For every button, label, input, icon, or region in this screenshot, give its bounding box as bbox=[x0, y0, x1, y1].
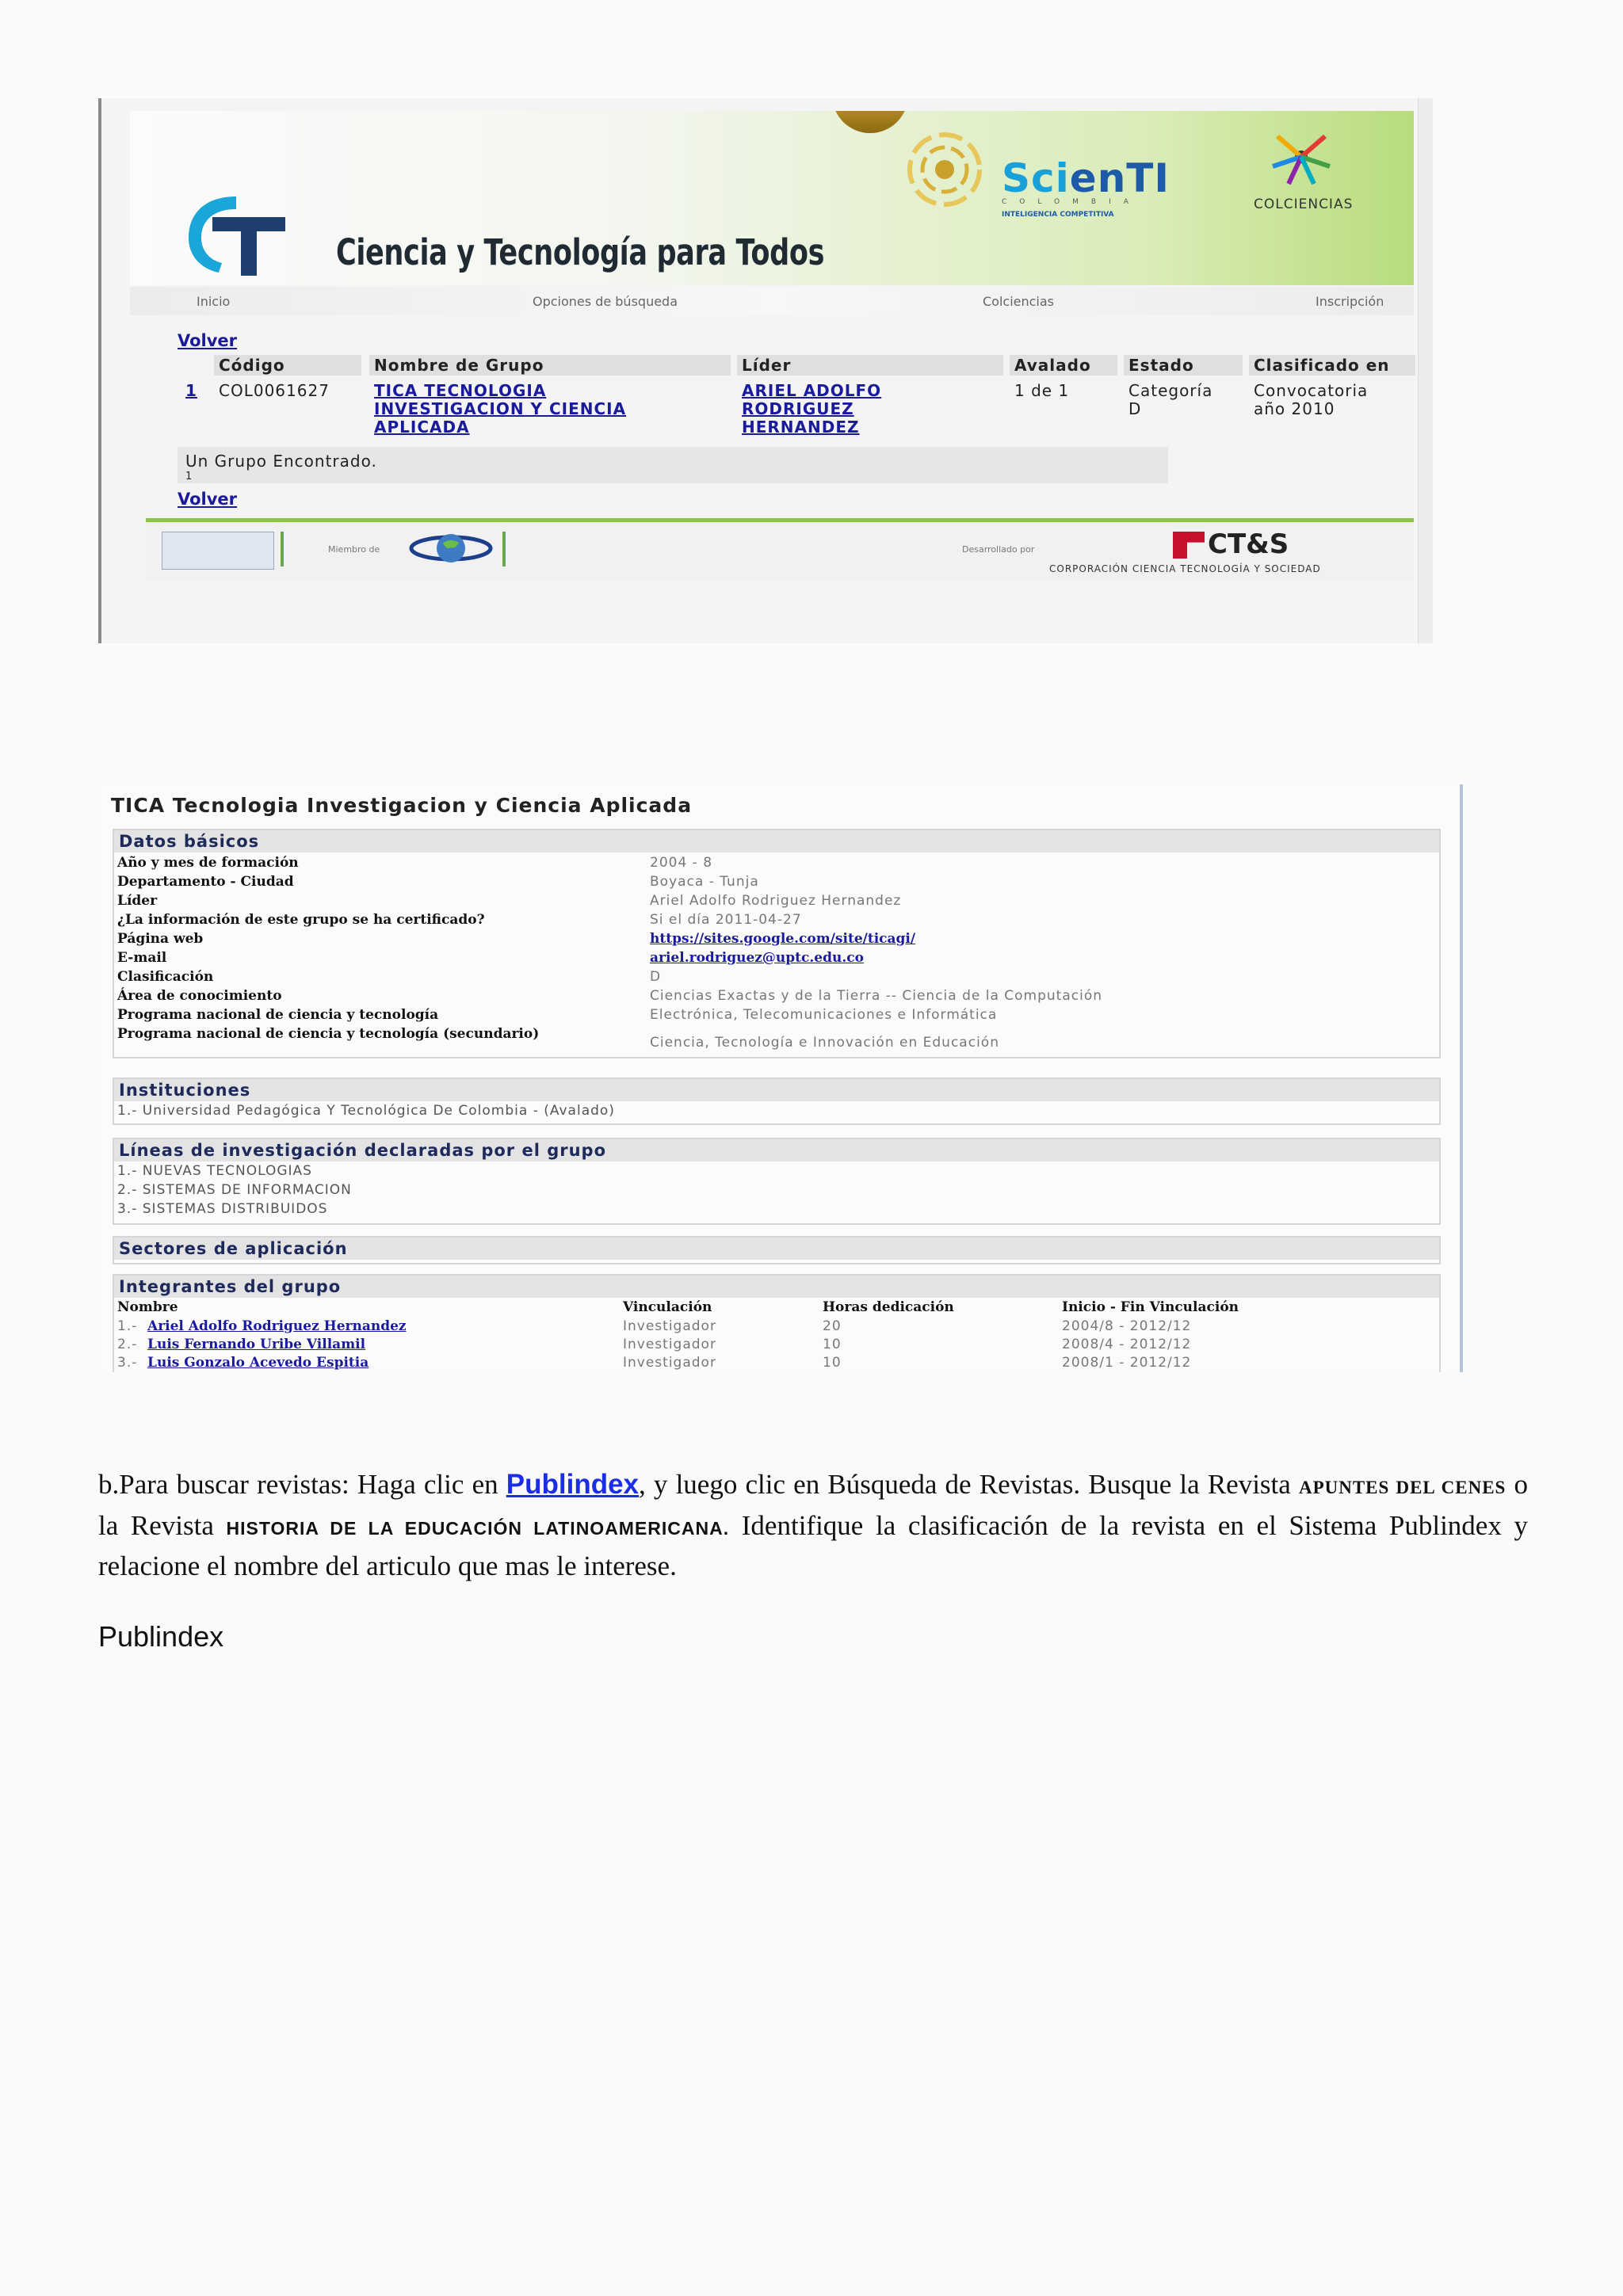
left-border bbox=[98, 98, 101, 643]
search-results-screenshot bbox=[98, 98, 1433, 643]
clasificado-line: Convocatoria bbox=[1254, 381, 1369, 400]
scienti-logo bbox=[1002, 155, 1170, 219]
nombre-line: INVESTIGACION Y CIENCIA bbox=[374, 399, 627, 418]
kv-value: Ciencia, Tecnología e Innovación en Educación bbox=[650, 1035, 999, 1051]
instruction-paragraph bbox=[98, 1466, 1528, 1585]
member-vinculacion: Investigador bbox=[623, 1355, 716, 1371]
col-estado: Estado bbox=[1124, 355, 1243, 376]
journal-name-historia: HISTORIA DE LA EDUCACIÓN LATINOAMERICANA. bbox=[226, 1518, 730, 1539]
research-line-item: 2.- SISTEMAS DE INFORMACION bbox=[117, 1182, 352, 1198]
publindex-link[interactable]: Publindex bbox=[506, 1469, 640, 1500]
results-count-text: Un Grupo Encontrado. bbox=[185, 452, 377, 471]
row-number-link[interactable]: 1 bbox=[185, 381, 197, 400]
scrollbar[interactable] bbox=[1460, 784, 1463, 1372]
research-line-item: 1.- NUEVAS TECNOLOGIAS bbox=[117, 1163, 312, 1179]
kv-label: Clasificación bbox=[117, 969, 214, 985]
instituciones-heading: Instituciones bbox=[114, 1079, 1439, 1101]
col-vinculacion: Vinculación bbox=[623, 1299, 712, 1315]
uptc-logo-icon bbox=[162, 532, 274, 570]
sectores-panel bbox=[113, 1236, 1441, 1264]
member-name-link[interactable]: Luis Gonzalo Acevedo Espitia bbox=[147, 1355, 369, 1371]
kv-value: Ciencias Exactas y de la Tierra -- Ciencia de la Computación bbox=[650, 988, 1103, 1004]
volver-link-bottom[interactable]: Volver bbox=[178, 490, 238, 509]
research-line-item: 3.- SISTEMAS DISTRIBUIDOS bbox=[117, 1201, 328, 1217]
cts-logo-text: CT&S bbox=[1208, 528, 1289, 560]
group-title: TICA Tecnologia Investigacion y Ciencia Aplicada bbox=[111, 794, 693, 817]
estado-line: D bbox=[1128, 399, 1142, 418]
row-codigo: COL0061627 bbox=[219, 381, 330, 400]
kv-row bbox=[114, 852, 1439, 871]
member-horas: 10 bbox=[823, 1337, 842, 1352]
site-banner bbox=[130, 111, 1414, 285]
para-text: b.Para buscar revistas: Haga clic en bbox=[98, 1469, 506, 1500]
lider-line: HERNANDEZ bbox=[742, 418, 860, 437]
kv-label: Área de conocimiento bbox=[117, 988, 282, 1004]
member-vinculacion: Investigador bbox=[623, 1318, 716, 1334]
kv-row bbox=[114, 967, 1439, 986]
scienti-tagline: INTELIGENCIA COMPETITIVA bbox=[1002, 211, 1114, 219]
cts-corporation-name: CORPORACIÓN CIENCIA TECNOLOGÍA Y SOCIEDAD bbox=[1049, 563, 1321, 574]
kv-row bbox=[114, 1005, 1439, 1024]
row-lider-link[interactable] bbox=[742, 382, 881, 437]
kv-label: ¿La información de este grupo se ha certificado? bbox=[117, 912, 485, 928]
kv-value: D bbox=[650, 969, 662, 985]
nav-colciencias[interactable]: Colciencias bbox=[983, 294, 1055, 309]
kv-label: Líder bbox=[117, 893, 158, 909]
members-table bbox=[114, 1298, 1439, 1374]
kv-row bbox=[114, 948, 1439, 967]
lider-line: ARIEL ADOLFO bbox=[742, 381, 882, 400]
member-name-link[interactable]: Luis Fernando Uribe Villamil bbox=[147, 1337, 366, 1352]
site-footer bbox=[146, 522, 1414, 579]
col-clasificado: Clasificado en bbox=[1249, 355, 1415, 376]
datos-basicos-panel bbox=[113, 829, 1441, 1058]
kv-row bbox=[114, 929, 1439, 948]
clasificado-line: año 2010 bbox=[1254, 399, 1335, 418]
member-index: 1.- bbox=[117, 1318, 138, 1334]
col-nombre: Nombre de Grupo bbox=[369, 355, 731, 376]
footer-separator bbox=[281, 532, 284, 566]
para-text: o la Revista bbox=[98, 1469, 1528, 1541]
kv-row bbox=[114, 1024, 1439, 1058]
kv-label: Programa nacional de ciencia y tecnología (secundario) bbox=[117, 1026, 540, 1042]
col-codigo: Código bbox=[214, 355, 361, 376]
publindex-heading: Publindex bbox=[98, 1620, 224, 1653]
instituciones-panel bbox=[113, 1077, 1441, 1125]
member-periodo: 2004/8 - 2012/12 bbox=[1062, 1318, 1192, 1334]
para-text: Identifique la clasificación de la revista en el Sistema Publindex y relacione el nombre del articulo que mas le interese. bbox=[98, 1510, 1528, 1581]
kv-label: Año y mes de formación bbox=[117, 855, 299, 871]
kv-label: Departamento - Ciudad bbox=[117, 874, 294, 890]
row-nombre-link[interactable] bbox=[374, 382, 626, 437]
colciencias-label: COLCIENCIAS bbox=[1254, 196, 1354, 212]
scienti-word-a: Sci bbox=[1002, 155, 1070, 201]
row-clasificado bbox=[1254, 382, 1368, 418]
member-horas: 10 bbox=[823, 1355, 842, 1371]
nav-opciones-busqueda[interactable]: Opciones de búsqueda bbox=[533, 294, 678, 309]
kv-label: Programa nacional de ciencia y tecnología bbox=[117, 1007, 439, 1023]
journal-name-apuntes: APUNTES DEL CENES bbox=[1298, 1478, 1507, 1497]
footer-separator bbox=[502, 532, 506, 566]
nav-inicio[interactable]: Inicio bbox=[197, 294, 231, 309]
scienti-country: COLOMBIA bbox=[1002, 198, 1141, 206]
member-index: 3.- bbox=[117, 1355, 138, 1371]
col-avalado: Avalado bbox=[1010, 355, 1117, 376]
ct-logo-icon bbox=[181, 190, 292, 277]
nombre-line: TICA TECNOLOGIA bbox=[374, 381, 547, 400]
member-periodo: 2008/4 - 2012/12 bbox=[1062, 1337, 1192, 1352]
group-detail-screenshot bbox=[98, 784, 1461, 1372]
col-periodo: Inicio - Fin Vinculación bbox=[1062, 1299, 1239, 1315]
kv-row bbox=[114, 891, 1439, 910]
desarrollado-label: Desarrollado por bbox=[962, 544, 1035, 555]
col-horas: Horas dedicación bbox=[823, 1299, 954, 1315]
results-count-number: 1 bbox=[185, 471, 193, 482]
miembro-label: Miembro de bbox=[328, 544, 380, 555]
sectores-heading: Sectores de aplicación bbox=[114, 1238, 1439, 1260]
website-link[interactable]: https://sites.google.com/site/ticagi/ bbox=[650, 931, 916, 947]
kv-value: Boyaca - Tunja bbox=[650, 874, 759, 890]
email-link[interactable]: ariel.rodriguez@uptc.edu.co bbox=[650, 950, 864, 966]
member-horas: 20 bbox=[823, 1318, 842, 1334]
kv-label: E-mail bbox=[117, 950, 167, 966]
kv-value: 2004 - 8 bbox=[650, 855, 713, 871]
col-nombre: Nombre bbox=[117, 1299, 178, 1315]
cts-mark-icon bbox=[1173, 532, 1205, 559]
kv-value: Si el día 2011-04-27 bbox=[650, 912, 802, 928]
para-text: , y luego clic en Búsqueda de Revistas. Busque la Revista bbox=[639, 1469, 1299, 1500]
kv-value: Ariel Adolfo Rodriguez Hernandez bbox=[650, 893, 902, 909]
scrollbar[interactable] bbox=[1418, 98, 1433, 643]
institution-item: 1.- Universidad Pedagógica Y Tecnológica De Colombia - (Avalado) bbox=[117, 1103, 615, 1119]
kv-row bbox=[114, 871, 1439, 891]
member-index: 2.- bbox=[117, 1337, 138, 1352]
lineas-heading: Líneas de investigación declaradas por el grupo bbox=[114, 1139, 1439, 1161]
row-avalado: 1 de 1 bbox=[1014, 381, 1070, 400]
row-estado bbox=[1128, 382, 1212, 418]
estado-line: Categoría bbox=[1128, 381, 1213, 400]
integrantes-heading: Integrantes del grupo bbox=[114, 1276, 1439, 1298]
globe-logo-icon[interactable] bbox=[407, 530, 495, 566]
lineas-panel bbox=[113, 1138, 1441, 1225]
kv-value: Electrónica, Telecomunicaciones e Informática bbox=[650, 1007, 998, 1023]
datos-basicos-heading: Datos básicos bbox=[114, 830, 1439, 852]
nombre-line: APLICADA bbox=[374, 418, 470, 437]
kv-row bbox=[114, 986, 1439, 1005]
scienti-word-b: enTI bbox=[1069, 155, 1170, 201]
top-nav bbox=[130, 287, 1414, 315]
scienti-swirl-icon bbox=[897, 124, 992, 211]
kv-row bbox=[114, 910, 1439, 929]
member-vinculacion: Investigador bbox=[623, 1337, 716, 1352]
integrantes-panel bbox=[113, 1274, 1441, 1372]
colciencias-icon bbox=[1262, 125, 1341, 189]
lider-line: RODRIGUEZ bbox=[742, 399, 854, 418]
col-lider: Líder bbox=[737, 355, 1003, 376]
nav-inscripcion[interactable]: Inscripción bbox=[1316, 294, 1384, 309]
volver-link[interactable]: Volver bbox=[178, 331, 238, 350]
kv-label: Página web bbox=[117, 931, 204, 947]
member-name-link[interactable]: Ariel Adolfo Rodriguez Hernandez bbox=[147, 1318, 407, 1334]
results-count-box bbox=[178, 447, 1168, 483]
member-periodo: 2008/1 - 2012/12 bbox=[1062, 1355, 1192, 1371]
site-title: Ciencia y Tecnología para Todos bbox=[336, 231, 825, 273]
